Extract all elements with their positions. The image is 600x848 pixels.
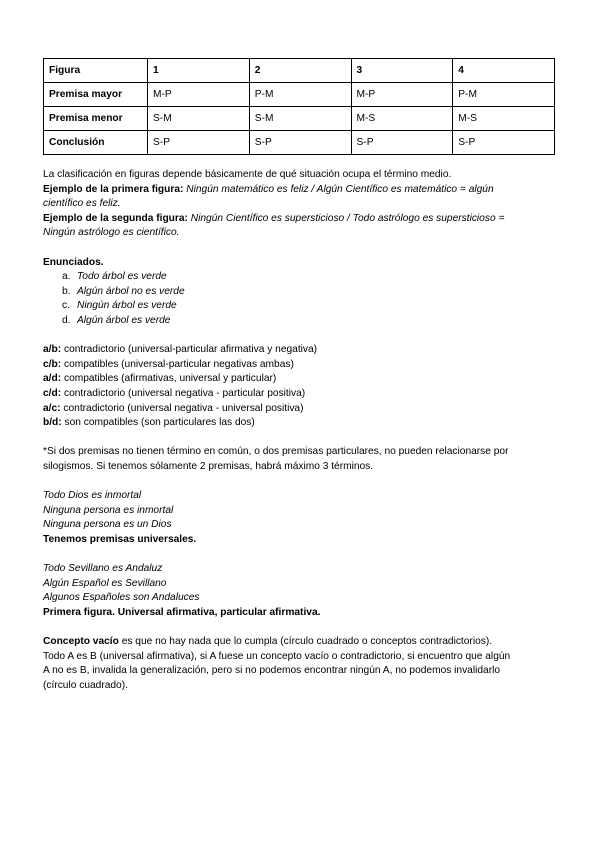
premise-line: Ninguna persona es un Dios	[43, 519, 172, 531]
relation-line: c/d: contradictorio (universal negativa - particular positiva)	[43, 387, 306, 399]
table-header-cell: 1	[148, 59, 250, 83]
table-cell: S-M	[249, 107, 351, 131]
table-row	[44, 131, 555, 155]
section-heading-enunciados: Enunciados.	[43, 256, 104, 268]
enunciados-list	[43, 270, 557, 328]
example-label: Ejemplo de la primera figura:	[43, 183, 184, 195]
relation-line: a/c: contradictorio (universal negativa - universal positiva)	[43, 402, 304, 414]
table-row	[44, 107, 555, 131]
figures-table	[43, 58, 555, 155]
table-cell: S-P	[351, 131, 453, 155]
relation-line: c/b: compatibles (universal-particular negativas ambas)	[43, 358, 294, 370]
row-label: Premisa menor	[44, 107, 148, 131]
syllogism-example-1	[43, 489, 557, 547]
example-second-figure	[43, 212, 557, 241]
list-item: a. Todo árbol es verde	[62, 271, 167, 283]
example-text: Ningún Científico es supersticioso / Todo astrólogo es supersticioso =	[190, 212, 505, 224]
list-item: d. Algún árbol es verde	[62, 314, 171, 326]
note-paragraph: *Si dos premisas no tienen término en común, o dos premisas particulares, no pueden relacionarse por silogismos. Si tenemos sólamente 2 premisas, habrá máximo 3 términos.	[43, 446, 509, 472]
table-cell: S-P	[249, 131, 351, 155]
example-text-cont: Ningún astrólogo es científico.	[43, 227, 180, 239]
example-text: Ningún matemático es feliz / Algún Científico es matemático = algún	[186, 183, 494, 195]
document-body	[43, 168, 557, 693]
table-header-cell: 4	[453, 59, 555, 83]
table-cell: M-P	[351, 83, 453, 107]
table-cell: S-P	[453, 131, 555, 155]
concepto-vacio-section: Concepto vacío es que no hay nada que lo cumpla (círculo cuadrado o conceptos contradictorios). Todo A es B (universal afirmativa), si A fuese un concepto vacío o contradictorio, si encuentro que algún A no es B, invalida la generalización, pero si no podemos encontrar ningún A, no podemos invalidarlo (círculo cuadrado).	[43, 636, 511, 691]
syllogism-example-2	[43, 562, 557, 620]
list-item: b. Algún árbol no es verde	[62, 285, 185, 297]
premise-line: Todo Sevillano es Andaluz	[43, 563, 163, 575]
example-text-cont: científico es feliz.	[43, 198, 121, 210]
example-label: Ejemplo de la segunda figura:	[43, 212, 188, 224]
table-cell: M-S	[351, 107, 453, 131]
term-label: Concepto vacío	[43, 636, 119, 647]
intro-paragraph: La clasificación en figuras depende básicamente de qué situación ocupa el término medio.	[43, 169, 452, 180]
premise-line: Algún Español es Sevillano	[43, 577, 167, 589]
example-first-figure	[43, 183, 557, 212]
table-header-row	[44, 59, 555, 83]
table-cell: S-P	[148, 131, 250, 155]
table-cell: M-S	[453, 107, 555, 131]
list-item: c. Ningún árbol es verde	[62, 300, 177, 312]
relation-line: b/d: son compatibles (son particulares las dos)	[43, 417, 255, 429]
table-header-cell: 2	[249, 59, 351, 83]
table-cell: P-M	[249, 83, 351, 107]
table-row	[44, 83, 555, 107]
premise-line: Algunos Españoles son Andaluces	[43, 592, 200, 604]
table-cell: P-M	[453, 83, 555, 107]
relations-list	[43, 343, 557, 431]
table-header-cell: Figura	[44, 59, 148, 83]
table-cell: M-P	[148, 83, 250, 107]
premise-line: Ninguna persona es inmortal	[43, 504, 174, 516]
syllogism-conclusion: Primera figura. Universal afirmativa, particular afirmativa.	[43, 606, 321, 618]
table-cell: S-M	[148, 107, 250, 131]
relation-line: a/d: compatibles (afirmativas, universal y particular)	[43, 373, 277, 385]
table-header-cell: 3	[351, 59, 453, 83]
row-label: Premisa mayor	[44, 83, 148, 107]
row-label: Conclusión	[44, 131, 148, 155]
premise-line: Todo Dios es inmortal	[43, 490, 142, 502]
syllogism-conclusion: Tenemos premisas universales.	[43, 533, 197, 545]
relation-line: a/b: contradictorio (universal-particular afirmativa y negativa)	[43, 344, 318, 356]
